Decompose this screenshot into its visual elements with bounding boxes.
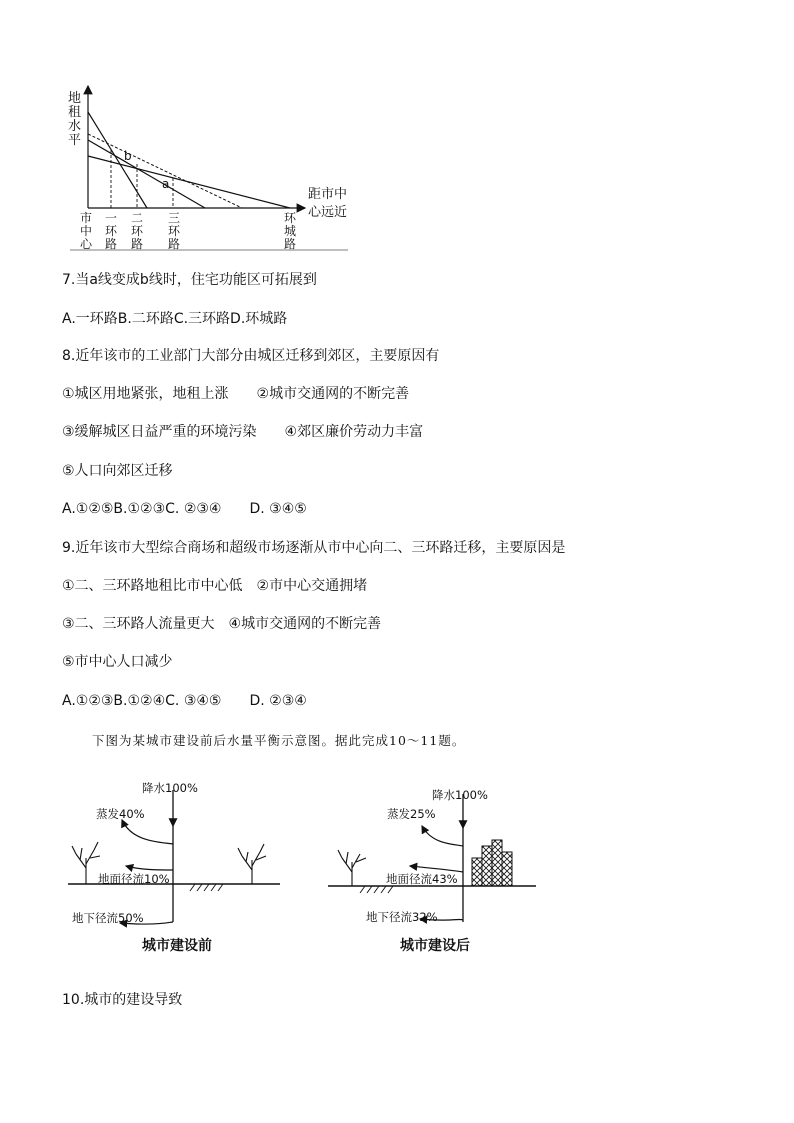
after-title: 城市建设后 (400, 938, 470, 954)
tree-icon (72, 842, 100, 884)
line-a-segment-1 (88, 112, 147, 208)
x-tick-label: 市中心 (79, 211, 93, 251)
x-axis-label-2: 心远近 (308, 205, 348, 220)
q8-stem: 8.近年该市的工业部门大部分由城区迁移到郊区，主要原因有 (62, 348, 440, 364)
q7-options: A.一环路B.二环路C.三环路D.环城路 (62, 311, 288, 327)
q8-line-1: ①城区用地紧张，地租上涨 ②城市交通网的不断完善 (62, 386, 410, 402)
panel-after (328, 788, 536, 954)
buildings-icon (472, 840, 512, 886)
x-tick-label: 环城路 (283, 211, 297, 251)
line-a-segment-2 (88, 140, 205, 208)
q9-options: A.①②③B.①②④C. ③④⑤ D. ②③④ (62, 693, 307, 709)
tree-icon (238, 844, 266, 884)
bid-rent-chart (60, 82, 360, 254)
tree-icon (338, 850, 366, 886)
y-axis-label: 地租水平 (68, 91, 82, 148)
after-evap: 蒸发25% (387, 807, 436, 821)
q8-options: A.①②⑤B.①②③C. ②③④ D. ③④⑤ (62, 501, 307, 517)
before-ground: 地下径流50% (72, 911, 144, 925)
x-tick-label: 一环路 (104, 211, 118, 251)
panel-before (68, 781, 280, 954)
q9-line-1: ①二、三环路地租比市中心低 ②市中心交通拥堵 (62, 578, 368, 594)
x-tick-label: 二环路 (130, 211, 144, 251)
before-evap: 蒸发40% (96, 807, 145, 821)
x-tick-labels (80, 211, 297, 251)
q8-line-2: ③缓解城区日益严重的环境污染 ④郊区廉价劳动力丰富 (62, 424, 424, 440)
q8-line-3: ⑤人口向郊区迁移 (62, 463, 173, 479)
before-runoff: 地面径流10% (98, 872, 170, 886)
line-label-b: b (124, 149, 132, 163)
q10-stem: 10.城市的建设导致 (62, 992, 183, 1008)
before-precip: 降水100% (142, 781, 198, 795)
intro-10-11: 下图为某城市建设前后水量平衡示意图。据此完成10～11题。 (92, 733, 466, 748)
line-label-a: a (162, 177, 170, 191)
before-title: 城市建设前 (142, 938, 212, 954)
q9-line-3: ⑤市中心人口减少 (62, 654, 173, 670)
after-runoff: 地面径流43% (386, 872, 458, 886)
water-balance-figure (60, 772, 540, 962)
q9-line-2: ③二、三环路人流量更大 ④城市交通网的不断完善 (62, 616, 382, 632)
x-axis-label-1: 距市中 (308, 187, 348, 202)
after-ground: 地下径流32% (366, 910, 438, 924)
after-precip: 降水100% (432, 788, 488, 802)
q7-stem: 7.当a线变成b线时，住宅功能区可拓展到 (62, 272, 317, 288)
x-tick-label: 三环路 (167, 211, 181, 251)
q9-stem: 9.近年该市大型综合商场和超级市场逐渐从市中心向二、三环路迁移，主要原因是 (62, 540, 566, 556)
